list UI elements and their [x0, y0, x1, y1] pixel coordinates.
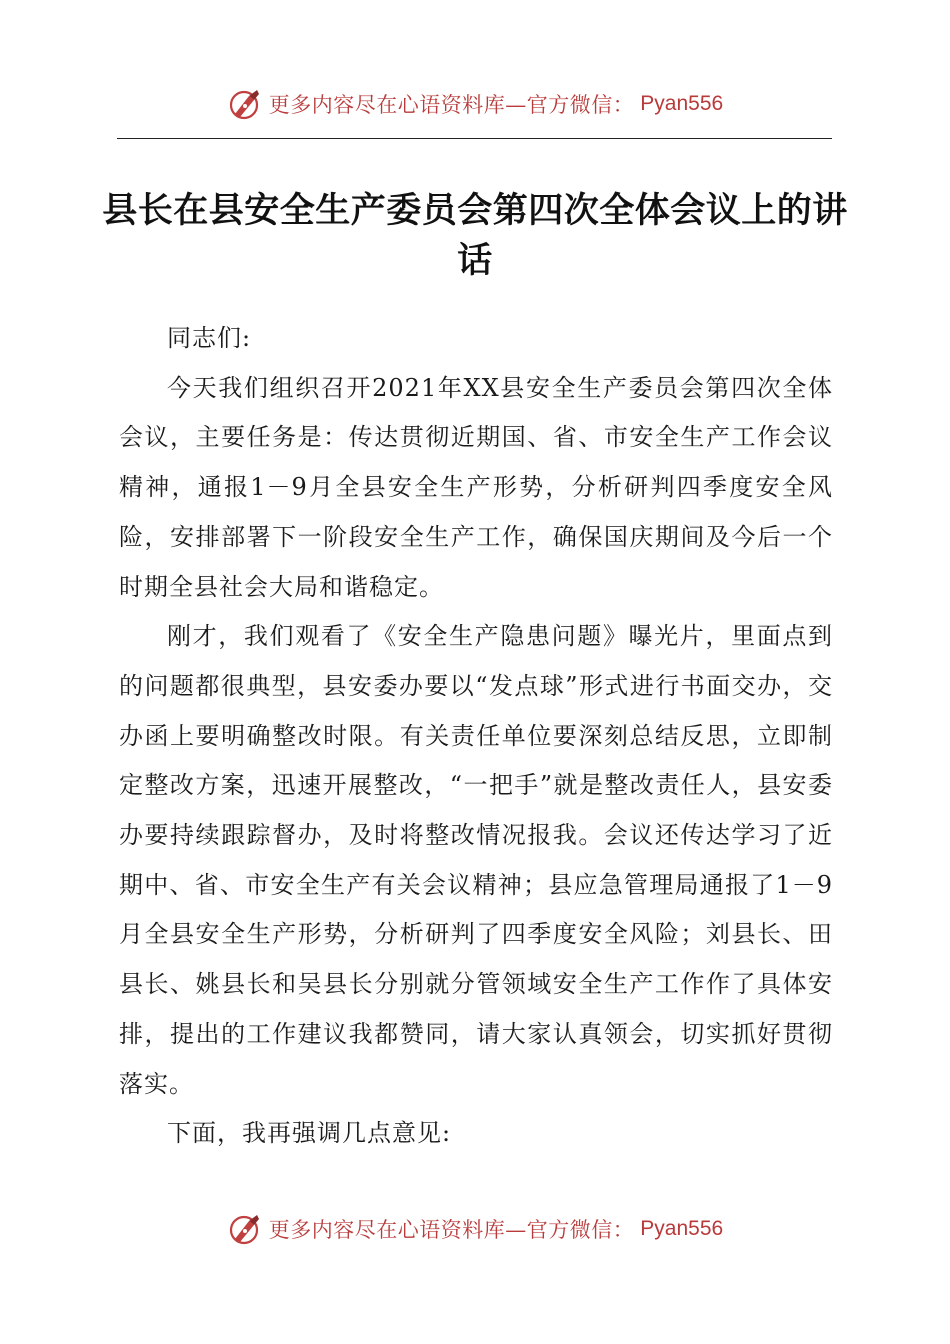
body-paragraph: 刚才，我们观看了《安全生产隐患问题》曝光片，里面点到的问题都很典型，县安委办要以“发点球”形式进行书面交办，交办函上要明确整改时限。有关责任单位要深刻总结反思，立即制定整改方案，迅速开展整改，“一把手”就是整改责任人，县安委办要持续跟踪督办，及时将整改情况报我。会议还传达学习了近期中、省、市安全生产有关会议精神；县应急管理局通报了1－9月全县安全生产形势，分析研判了四季度安全风险；刘县长、田县长、姚县长和吴县长分别就分管领域安全生产工作作了具体安排，提出的工作建议我都赞同，请大家认真领会，切实抓好贯彻落实。: [119, 622, 833, 1098]
footer-watermark: [0, 1209, 950, 1249]
header-divider: [117, 138, 832, 139]
header-watermark: [0, 84, 950, 124]
header-wechat-id: Pyan556: [640, 92, 724, 115]
pen-nib-logo-icon: [227, 86, 263, 122]
footer-brand-text: 更多内容尽在心语资料库—官方微信：: [268, 1218, 635, 1242]
body-paragraph: 今天我们组织召开2021年XX县安全生产委员会第四次全体会议，主要任务是：传达贯彻近期国、省、市安全生产工作会议精神，通报1－9月全县安全生产形势，分析研判四季度安全风险，安排部署下一阶段安全生产工作，确保国庆期间及今后一个时期全县社会大局和谐稳定。: [119, 373, 833, 601]
pen-nib-logo-icon: [227, 1211, 263, 1247]
document-title: 县长在县安全生产委员会第四次全体会议上的讲话: [102, 191, 848, 281]
salutation-paragraph: 同志们:: [167, 324, 252, 352]
document-body: [119, 314, 833, 1159]
footer-wechat-id: Pyan556: [640, 1217, 724, 1240]
header-brand-text: 更多内容尽在心语资料库—官方微信：: [268, 93, 635, 117]
body-paragraph: 下面，我再强调几点意见:: [167, 1119, 452, 1148]
